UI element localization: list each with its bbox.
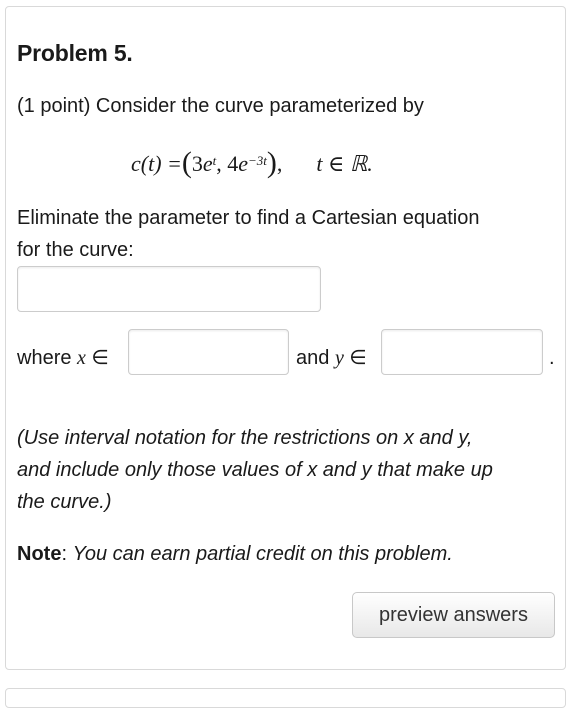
hint-line-3: the curve.) [17, 491, 112, 513]
y-variable: y [334, 347, 344, 369]
equation-second-base: e [238, 151, 249, 176]
period-mark: . [549, 347, 555, 369]
and-text: and [296, 347, 335, 369]
note-colon: : [61, 543, 73, 565]
x-variable: x [77, 347, 86, 369]
equation-answer-input[interactable] [17, 266, 321, 312]
equation-separator: , 4 [216, 151, 239, 176]
element-of-symbol-x: ∈ [85, 347, 109, 369]
hint-line-2: and include only those values of x and y that make up [17, 459, 493, 481]
where-text: where [17, 347, 78, 369]
equation-first-exp: t [212, 153, 217, 168]
equation-first-coef: 3 [191, 151, 203, 176]
preview-answers-button[interactable]: preview answers [352, 592, 555, 638]
equation-second-exp: −3t [248, 153, 267, 168]
y-interval-input[interactable] [381, 329, 543, 375]
equation-domain: t ∈ ℝ. [316, 151, 373, 176]
equation-comma: , [276, 151, 283, 176]
note-text: You can earn partial credit on this problem. [72, 543, 453, 565]
element-of-symbol-y: ∈ [343, 347, 367, 369]
x-interval-input[interactable] [128, 329, 289, 375]
problem-title: Problem 5. [17, 40, 133, 66]
equation-close-paren: ) [266, 146, 277, 179]
problem-intro: (1 point) Consider the curve parameterized by [17, 95, 424, 117]
next-card [5, 688, 566, 708]
parametric-equation [131, 146, 373, 182]
note-label: Note [17, 543, 62, 565]
equation-open-paren: ( [181, 146, 192, 179]
equation-first-base: e [202, 151, 213, 176]
hint-line-1: (Use interval notation for the restrictions on x and y, [17, 427, 473, 449]
note-line [17, 538, 453, 570]
x-restriction-label [17, 342, 109, 374]
y-restriction-label [296, 342, 367, 374]
instruction-line-2: for the curve: [17, 239, 134, 261]
equation-lhs: c(t) = [131, 151, 182, 176]
instruction-line-1: Eliminate the parameter to find a Cartesian equation [17, 207, 480, 229]
